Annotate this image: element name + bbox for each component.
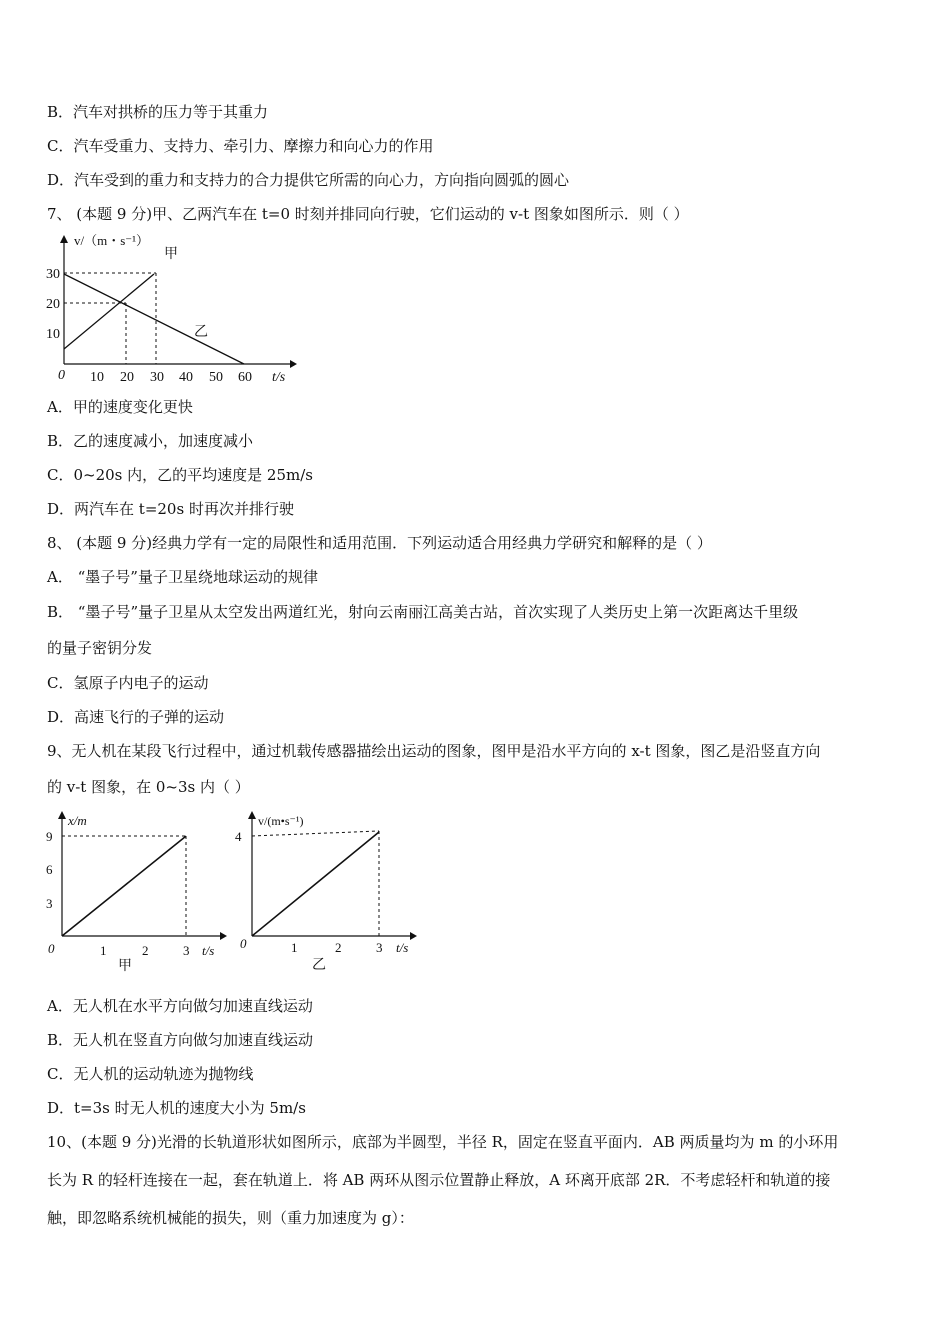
q9-option-a: A．无人机在水平方向做匀加速直线运动 bbox=[47, 997, 313, 1015]
q10-stem-cont-1: 长为 R 的轻杆连接在一起，套在轨道上．将 AB 两环从图示位置静止释放，A 环离开底部 2R．不考虑轻杆和轨道的接 bbox=[47, 1171, 831, 1189]
q7-y-tick-30: 30 bbox=[46, 267, 60, 282]
q9-xt-graph bbox=[40, 808, 230, 982]
q9a-caption: 甲 bbox=[118, 959, 132, 974]
q9b-series bbox=[252, 832, 379, 936]
q7-y-arrow bbox=[60, 235, 68, 243]
q7-y-tick-10: 10 bbox=[46, 327, 60, 342]
q9-stem: 9、无人机在某段飞行过程中，通过机载传感器描绘出运动的图象，图甲是沿水平方向的 x-t 图象，图乙是沿竖直方向 bbox=[47, 742, 821, 760]
q9b-y-tick-4: 4 bbox=[235, 829, 242, 844]
q9a-x-tick-3: 3 bbox=[183, 943, 190, 958]
q9a-y-label: x/m bbox=[68, 813, 87, 828]
q9b-guide-h bbox=[252, 831, 379, 836]
q9b-y-arrow bbox=[248, 811, 256, 819]
q9a-x-arrow bbox=[220, 932, 227, 940]
q7-x-arrow bbox=[290, 360, 297, 368]
q7-stem: 7、 (本题 9 分)甲、乙两汽车在 t=0 时刻并排同向行驶，它们运动的 v-t 图象如图所示．则（ ） bbox=[47, 205, 689, 223]
q9b-x-tick-2: 2 bbox=[335, 940, 342, 955]
q6-option-b: B．汽车对拱桥的压力等于其重力 bbox=[47, 103, 269, 121]
q9b-y-label: v/(m•s⁻¹) bbox=[258, 814, 304, 828]
q9-option-b: B．无人机在竖直方向做匀加速直线运动 bbox=[47, 1031, 314, 1049]
q7-x-tick-20: 20 bbox=[120, 370, 134, 385]
q7-series-yi bbox=[64, 274, 244, 364]
q7-y-tick-20: 20 bbox=[46, 297, 60, 312]
q9a-y-tick-3: 3 bbox=[46, 896, 53, 911]
q7-option-c: C．0~20s 内，乙的平均速度是 25m/s bbox=[47, 466, 313, 484]
q9a-origin: 0 bbox=[48, 941, 55, 956]
q9a-y-arrow bbox=[58, 811, 66, 819]
q9-option-d: D．t=3s 时无人机的速度大小为 5m/s bbox=[47, 1099, 306, 1117]
q7-x-tick-30: 30 bbox=[150, 370, 164, 385]
q7-x-tick-60: 60 bbox=[238, 370, 252, 385]
q9b-origin: 0 bbox=[240, 936, 247, 951]
q7-option-a: A．甲的速度变化更快 bbox=[47, 398, 193, 416]
q7-option-d: D．两汽车在 t=20s 时再次并排行驶 bbox=[47, 500, 294, 518]
q9-vt-graph bbox=[232, 808, 422, 982]
q9a-x-label: t/s bbox=[202, 943, 215, 958]
q9a-x-tick-2: 2 bbox=[142, 943, 149, 958]
q9b-x-tick-1: 1 bbox=[291, 940, 298, 955]
q8-stem: 8、 (本题 9 分)经典力学有一定的局限性和适用范围．下列运动适合用经典力学研究和解释的是（ ） bbox=[47, 534, 712, 552]
q7-series-jia-label: 甲 bbox=[164, 247, 178, 262]
q7-y-label: v/（m・s⁻¹） bbox=[74, 233, 150, 248]
q8-option-b-cont: 的量子密钥分发 bbox=[47, 639, 153, 657]
q9a-series bbox=[62, 836, 186, 936]
q9b-x-tick-3: 3 bbox=[376, 940, 383, 955]
q7-origin: 0 bbox=[58, 368, 65, 383]
q7-x-tick-10: 10 bbox=[90, 370, 104, 385]
q6-option-d: D．汽车受到的重力和支持力的合力提供它所需的向心力，方向指向圆弧的圆心 bbox=[47, 171, 570, 189]
q8-option-a: A． “墨子号”量子卫星绕地球运动的规律 bbox=[47, 568, 318, 586]
q9b-x-label: t/s bbox=[396, 940, 409, 955]
q7-series-jia bbox=[64, 274, 154, 349]
q7-x-tick-50: 50 bbox=[209, 370, 223, 385]
q10-stem: 10、(本题 9 分)光滑的长轨道形状如图所示，底部为半圆型，半径 R，固定在竖直平面内．AB 两质量均为 m 的小环用 bbox=[47, 1133, 839, 1151]
q6-option-c: C．汽车受重力、支持力、牵引力、摩擦力和向心力的作用 bbox=[47, 137, 434, 155]
q9a-y-tick-9: 9 bbox=[46, 829, 53, 844]
q7-option-b: B．乙的速度减小，加速度减小 bbox=[47, 432, 254, 450]
q9b-x-arrow bbox=[410, 932, 417, 940]
q7-x-tick-40: 40 bbox=[179, 370, 193, 385]
q7-vt-graph bbox=[38, 232, 298, 392]
q9-option-c: C．无人机的运动轨迹为抛物线 bbox=[47, 1065, 254, 1083]
q9a-x-tick-1: 1 bbox=[100, 943, 107, 958]
q8-option-d: D．高速飞行的子弹的运动 bbox=[47, 708, 225, 726]
q7-x-label: t/s bbox=[272, 370, 286, 385]
q8-option-b: B． “墨子号”量子卫星从太空发出两道红光，射向云南丽江高美古站，首次实现了人类历史上第一次距离达千里级 bbox=[47, 603, 799, 621]
q8-option-c: C．氢原子内电子的运动 bbox=[47, 674, 209, 692]
q9a-y-tick-6: 6 bbox=[46, 862, 53, 877]
q9b-caption: 乙 bbox=[312, 958, 326, 973]
q9-stem-cont: 的 v-t 图象，在 0~3s 内（ ） bbox=[47, 778, 250, 796]
q7-series-yi-label: 乙 bbox=[194, 325, 208, 340]
q10-stem-cont-2: 触，即忽略系统机械能的损失，则（重力加速度为 g）： bbox=[47, 1209, 414, 1227]
